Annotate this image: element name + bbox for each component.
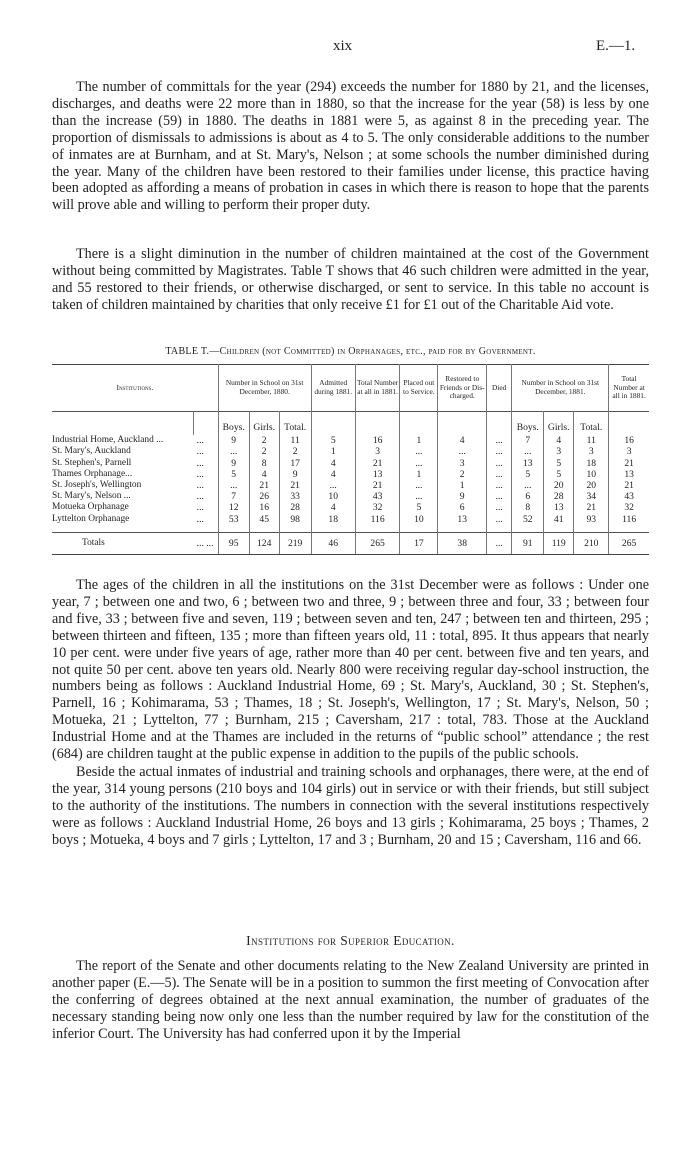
cell-adm: 18: [311, 514, 355, 533]
cell-t80: 98: [279, 514, 311, 533]
cell-t80: 17: [279, 458, 311, 469]
cell-placed: 10: [400, 514, 438, 533]
cell-g80: 2: [249, 446, 279, 457]
cell-died: ...: [487, 446, 512, 457]
cell-b81: ...: [512, 480, 544, 491]
table-subheader-row: [52, 412, 649, 436]
cell-t81: 11: [574, 435, 609, 446]
cell-t80: 2: [279, 446, 311, 457]
cell-rest: 1: [438, 480, 487, 491]
cell-adm: 46: [311, 532, 355, 554]
cell-t81: 20: [574, 480, 609, 491]
table-row: [52, 502, 649, 513]
cell-b81: 6: [512, 491, 544, 502]
col-school-1881: Number in School on 31st December, 1881.: [512, 365, 609, 412]
cell-g80: 2: [249, 435, 279, 446]
table-header-row: [52, 365, 649, 412]
cell-placed: 1: [400, 435, 438, 446]
cell-died: ...: [487, 435, 512, 446]
cell-g81: 3: [544, 446, 574, 457]
cell-placed: 1: [400, 469, 438, 480]
cell-b80: ...: [218, 446, 249, 457]
cell-adm: 4: [311, 469, 355, 480]
cell-t80: 21: [279, 480, 311, 491]
table-row: [52, 469, 649, 480]
subheader-total: Total.: [279, 412, 311, 436]
cell-dots: ...: [196, 468, 204, 480]
cell-all: 21: [609, 458, 649, 469]
paragraph-government-children: There is a slight diminution in the number of children maintained at the cost of the Government without being committed by Magistrates. Table T shows that 46 such children were admitted in the year, and 55 restored to their friends, or otherwise discharged, or sent to service. In this table no account is taken of children maintained by charities that only receive £1 for £1 out of the Charitable Aid vote.: [52, 246, 649, 313]
cell-dots: ...: [196, 491, 204, 503]
cell-rest: 4: [438, 435, 487, 446]
cell-tot: 43: [355, 491, 399, 502]
cell-t81: 21: [574, 502, 609, 513]
cell-dots: ...: [196, 480, 204, 492]
col-total-number: Total Number at all in 1881.: [355, 365, 399, 412]
cell-placed: 17: [400, 532, 438, 554]
cell-rest: 13: [438, 514, 487, 533]
paragraph-committals: The number of committals for the year (294) exceeds the number for 1880 by 21, and the licenses, discharges, and deaths were 22 more than in 1880, so that the increase for the year (58) is less by one than the increase (59) in 1880. The deaths in 1881 were 5, as against 8 in the preceding year. The proportion of dismissals to admissions is about as 4 to 5. The only considerable additions to the number of inmates are at Burnham, and at St. Mary's, Nelson ; at some schools the number diminished during the year. Many of the children have been restored to their families under license, this practice having been adopted as affording a means of probation in cases in which there is reason to hope that the parents will prove able and willing to perform their proper duty.: [52, 79, 649, 214]
institution-name: Industrial Home, Auckland ...: [52, 435, 164, 446]
cell-placed: ...: [400, 458, 438, 469]
cell-g80: 124: [249, 532, 279, 554]
cell-tot: 32: [355, 502, 399, 513]
cell-b80: 53: [218, 514, 249, 533]
institution-name: Totals: [52, 532, 194, 554]
cell-t81: 93: [574, 514, 609, 533]
cell-g81: 119: [544, 532, 574, 554]
col-restored: Restored to Friends or Dis-charged.: [438, 365, 487, 412]
cell-placed: 5: [400, 502, 438, 513]
cell-g80: 26: [249, 491, 279, 502]
cell-rest: 9: [438, 491, 487, 502]
cell-g81: 4: [544, 435, 574, 446]
cell-died: ...: [487, 514, 512, 533]
institution-name: St. Mary's, Auckland: [52, 446, 131, 457]
cell-adm: 1: [311, 446, 355, 457]
table-t: [52, 364, 649, 555]
cell-dots: ...: [196, 446, 204, 458]
institution-name: Thames Orphanage...: [52, 468, 133, 479]
cell-b81: 8: [512, 502, 544, 513]
cell-b81: 52: [512, 514, 544, 533]
cell-g80: 8: [249, 458, 279, 469]
cell-all: 16: [609, 435, 649, 446]
section-code: E.—1.: [596, 38, 636, 54]
institution-name: St. Joseph's, Wellington: [52, 480, 142, 491]
institution-name: St. Stephen's, Parnell: [52, 457, 132, 468]
institution-name: St. Mary's, Nelson ...: [52, 491, 131, 502]
cell-t80: 11: [279, 435, 311, 446]
table-row: [52, 446, 649, 457]
table-row: [52, 514, 649, 533]
cell-died: ...: [487, 458, 512, 469]
table-row: [52, 435, 649, 446]
cell-b81: ...: [512, 446, 544, 457]
cell-adm: 4: [311, 458, 355, 469]
cell-t81: 18: [574, 458, 609, 469]
cell-died: ...: [487, 532, 512, 554]
cell-tot: 16: [355, 435, 399, 446]
cell-rest: ...: [438, 446, 487, 457]
cell-placed: ...: [400, 491, 438, 502]
table-row: [52, 480, 649, 491]
cell-dots: ...: [196, 513, 204, 525]
page-header: [0, 38, 700, 58]
table-row: [52, 491, 649, 502]
table-caption-text: TABLE T.—Children (not Committed) in Orphanages, etc., paid for by Government.: [165, 346, 536, 357]
cell-t81: 210: [574, 532, 609, 554]
cell-tot: 3: [355, 446, 399, 457]
cell-all: 43: [609, 491, 649, 502]
cell-tot: 265: [355, 532, 399, 554]
table-caption: [52, 346, 649, 357]
col-placed-out: Placed out to Service.: [400, 365, 438, 412]
cell-g81: 28: [544, 491, 574, 502]
cell-all: 32: [609, 502, 649, 513]
cell-g81: 13: [544, 502, 574, 513]
cell-all: 21: [609, 480, 649, 491]
cell-adm: 4: [311, 502, 355, 513]
cell-rest: 2: [438, 469, 487, 480]
cell-all: 265: [609, 532, 649, 554]
col-died: Died: [487, 365, 512, 412]
cell-t80: 28: [279, 502, 311, 513]
cell-t80: 219: [279, 532, 311, 554]
cell-tot: 21: [355, 480, 399, 491]
cell-adm: 10: [311, 491, 355, 502]
paragraph-ages: The ages of the children in all the institutions on the 31st December were as follows : Under one year, 7 ; between one and two, 6 ; between two and three, 9 ; between three and four, 33 ; between four and five, 33 ; between five and seven, 119 ; between seven and ten, 247 ; between ten and thirteen, 295 ; between thirteen and fifteen, 135 ; more than fifteen years old, 11 : total, 895. It thus appears that nearly 10 per cent. were under five years of age, rather more than 40 per cent. between five and ten years, and not quite 50 per cent. above ten years old. Nearly 800 were receiving regular day-school instruction, the numbers being as follows : Auckland Industrial Home, 69 ; St. Mary's, Auckland, 30 ; St. Stephen's, Parnell, 16 ; Kohimarama, 53 ; Thames, 18 ; St. Joseph's, Wellington, 17 ; St. Mary's, Nelson, 50 ; Motueka, 21 ; Lyttelton, 77 ; Burnham, 215 ; Caversham, 217 : total, 783. Those at the Auckland Industrial Home and at the Thames are included in the returns of “public school” attendance ; the rest (684) are children taught at the public expense in addition to the pupils of the public schools.: [52, 577, 649, 763]
cell-t80: 33: [279, 491, 311, 502]
col-admitted: Admitted during 1881.: [311, 365, 355, 412]
paragraph-inmates-service: Beside the actual inmates of industrial and training schools and orphanages, there were, at the end of the year, 314 young persons (210 boys and 104 girls) out in service or with their friends, but still subject to the authority of the institutions. The numbers in connection with the several institutions respectively were as follows : Auckland Industrial Home, 26 boys and 13 girls ; Kohimarama, 25 boys ; Thames, 2 boys ; Motueka, 4 boys and 7 girls ; Lyttelton, 17 and 3 ; Burnham, 20 and 15 ; Caversham, 116 and 66.: [52, 764, 649, 848]
cell-dots: ...: [196, 435, 204, 447]
cell-all: 116: [609, 514, 649, 533]
institution-name: Motueka Orphanage: [52, 502, 129, 513]
col-institutions: Institutions.: [116, 382, 154, 392]
subheader-total: Total.: [574, 412, 609, 436]
cell-b80: ...: [218, 480, 249, 491]
page-number: xix: [333, 38, 353, 54]
cell-g80: 4: [249, 469, 279, 480]
cell-g81: 5: [544, 458, 574, 469]
cell-g81: 5: [544, 469, 574, 480]
table-totals-row: [52, 532, 649, 554]
cell-g81: 20: [544, 480, 574, 491]
cell-tot: 116: [355, 514, 399, 533]
table-row: [52, 458, 649, 469]
cell-g80: 21: [249, 480, 279, 491]
cell-placed: ...: [400, 480, 438, 491]
cell-rest: 3: [438, 458, 487, 469]
col-total-all: Total Number at all in 1881.: [609, 365, 649, 412]
subheader-boys: Boys.: [218, 412, 249, 436]
cell-dots: ...: [196, 502, 204, 514]
subheader-boys: Boys.: [512, 412, 544, 436]
cell-b81: 91: [512, 532, 544, 554]
col-school-1880: Number in School on 31st December, 1880.: [218, 365, 311, 412]
cell-dots: ... ...: [194, 532, 219, 554]
institution-name: Lyttelton Orphanage: [52, 513, 130, 524]
cell-adm: ...: [311, 480, 355, 491]
subheader-girls: Girls.: [544, 412, 574, 436]
section-heading: Institutions for Superior Education.: [246, 933, 455, 948]
cell-b81: 5: [512, 469, 544, 480]
cell-died: ...: [487, 491, 512, 502]
cell-t81: 10: [574, 469, 609, 480]
cell-tot: 21: [355, 458, 399, 469]
cell-b80: 95: [218, 532, 249, 554]
cell-all: 3: [609, 446, 649, 457]
cell-g80: 16: [249, 502, 279, 513]
cell-b80: 12: [218, 502, 249, 513]
cell-b80: 9: [218, 458, 249, 469]
cell-b81: 13: [512, 458, 544, 469]
cell-t81: 3: [574, 446, 609, 457]
cell-b81: 7: [512, 435, 544, 446]
paragraph-university: The report of the Senate and other documents relating to the New Zealand University are printed in another paper (E.—5). The Senate will be in a position to summon the first meeting of Convocation after the conferring of degrees obtained at the next annual examination, the number of graduates of the necessary standing being now only one less than the number required by law for the constitution of the inferior Court. The University has had conferred upon it by the Imperial: [52, 958, 649, 1042]
cell-all: 13: [609, 469, 649, 480]
cell-dots: ...: [196, 457, 204, 469]
cell-died: ...: [487, 480, 512, 491]
cell-t81: 34: [574, 491, 609, 502]
cell-died: ...: [487, 502, 512, 513]
cell-b80: 7: [218, 491, 249, 502]
cell-b80: 9: [218, 435, 249, 446]
cell-died: ...: [487, 469, 512, 480]
cell-placed: ...: [400, 446, 438, 457]
cell-g80: 45: [249, 514, 279, 533]
cell-tot: 13: [355, 469, 399, 480]
cell-rest: 38: [438, 532, 487, 554]
subheader-girls: Girls.: [249, 412, 279, 436]
cell-rest: 6: [438, 502, 487, 513]
cell-t80: 9: [279, 469, 311, 480]
cell-adm: 5: [311, 435, 355, 446]
cell-b80: 5: [218, 469, 249, 480]
cell-g81: 41: [544, 514, 574, 533]
